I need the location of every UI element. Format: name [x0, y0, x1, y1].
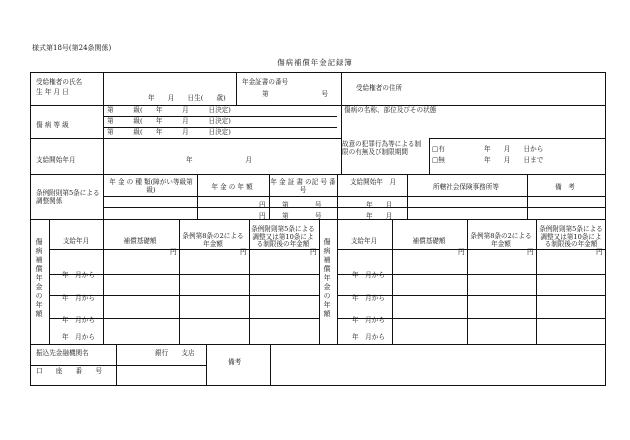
no-checkbox[interactable]: □無 [432, 156, 445, 164]
yen-mark: 円 [458, 248, 465, 256]
col-base-right: 補償基礎額 [412, 237, 446, 245]
start-value[interactable]: 年 月 [186, 156, 252, 164]
recipient-name-label: 受給権者の氏名 [36, 78, 83, 86]
grade-row-1[interactable]: 第 級( 年 月 日決定) [107, 106, 231, 114]
col-art8-right: 条例第8条の2による年金額 [470, 232, 532, 248]
grade-row-2[interactable]: 第 級( 年 月 日決定) [107, 117, 231, 125]
adjust-col-note: 備 考 [555, 183, 575, 191]
start-label: 支給開始年月 [36, 156, 76, 164]
adjust-row1-amount[interactable]: 円 [259, 201, 266, 209]
yen-mark: 円 [310, 248, 317, 256]
col-month-right: 支給年月 [350, 237, 378, 245]
birth-value[interactable]: 年 月 日生( 歳) [148, 94, 226, 102]
month-from-left-2[interactable]: 年 月から [62, 294, 95, 302]
form-number: 様式第18号(第24条関係) [32, 44, 112, 52]
no-period[interactable]: 年 月 日まで [484, 156, 544, 164]
bank-value[interactable]: 銀行 支店 [155, 349, 195, 357]
adjust-col-amount: 年 金 の 年 額 [211, 183, 253, 191]
col-adjusted-right: 条例附則第5条による調整又は第10条による制限後の年金額 [539, 225, 603, 249]
bank-note-label: 備考 [228, 358, 242, 366]
adjust-label: 条例附則第5条による調整関係 [36, 189, 100, 205]
grade-row-3[interactable]: 第 級( 年 月 日決定) [107, 128, 231, 136]
yen-mark: 円 [527, 248, 534, 256]
adjust-row1-cert[interactable]: 第 号 [282, 201, 322, 209]
yen-mark: 円 [240, 248, 247, 256]
injury-label: 傷病の名称、部位及びその状態 [344, 106, 437, 114]
adjust-col-start: 支給開始年 月 [349, 178, 397, 186]
pension-no-label: 年金証書の番号 [242, 78, 289, 86]
adjust-row2-start[interactable]: 年 月 [366, 212, 393, 220]
yen-mark: 円 [596, 248, 603, 256]
col-base-left: 補償基礎額 [123, 237, 157, 245]
col-month-left: 支給年月 [62, 237, 90, 245]
month-from-right-4[interactable]: 年 月から [352, 333, 385, 341]
month-from-left-3[interactable]: 年 月から [62, 316, 95, 324]
month-from-right-2[interactable]: 年 月から [352, 294, 385, 302]
adjust-col-office: 所轄社会保険事務所等 [433, 183, 499, 191]
col-adjusted-left: 条例附則第5条による調整又は第10条による制限後の年金額 [251, 225, 315, 249]
crime-label: 故意の犯罪行為等による制限の有無及び制限期間 [342, 140, 422, 156]
annual-side-label-left: 傷病補償年金の年額 [35, 238, 43, 319]
pension-no-value[interactable]: 第 号 [262, 90, 328, 98]
bank-label: 振込先金融機関名 [36, 349, 89, 357]
month-from-left-4[interactable]: 年 月から [62, 333, 95, 341]
adjust-col-cert: 年 金 証 書 の記 号 番 号 [270, 178, 336, 194]
page-title: 傷病補償年金記録簿 [277, 58, 353, 67]
adjust-row2-cert[interactable]: 第 号 [282, 212, 322, 220]
birth-label: 生 年 月 日 [36, 88, 69, 96]
yes-checkbox[interactable]: □有 [432, 145, 445, 153]
month-from-right-3[interactable]: 年 月から [352, 316, 385, 324]
yen-mark: 円 [170, 248, 177, 256]
yes-period[interactable]: 年 月 日から [484, 145, 544, 153]
annual-side-label-right: 傷病補償年金の年額 [323, 238, 331, 319]
adjust-row1-start[interactable]: 年 月 [366, 201, 393, 209]
adjust-col-type: 年 金 の 種 類(障がい等級第 級) [109, 178, 193, 194]
month-from-right-1[interactable]: 年 月から [352, 271, 385, 279]
month-from-left-1[interactable]: 年 月から [62, 271, 95, 279]
account-label: 口 座 番 号 [36, 367, 102, 375]
col-art8-left: 条例第8条の2による年金額 [182, 232, 244, 248]
adjust-row2-amount[interactable]: 円 [259, 212, 266, 220]
address-label: 受給権者の住所 [356, 84, 403, 92]
grade-label: 傷 病 等 級 [36, 121, 69, 129]
